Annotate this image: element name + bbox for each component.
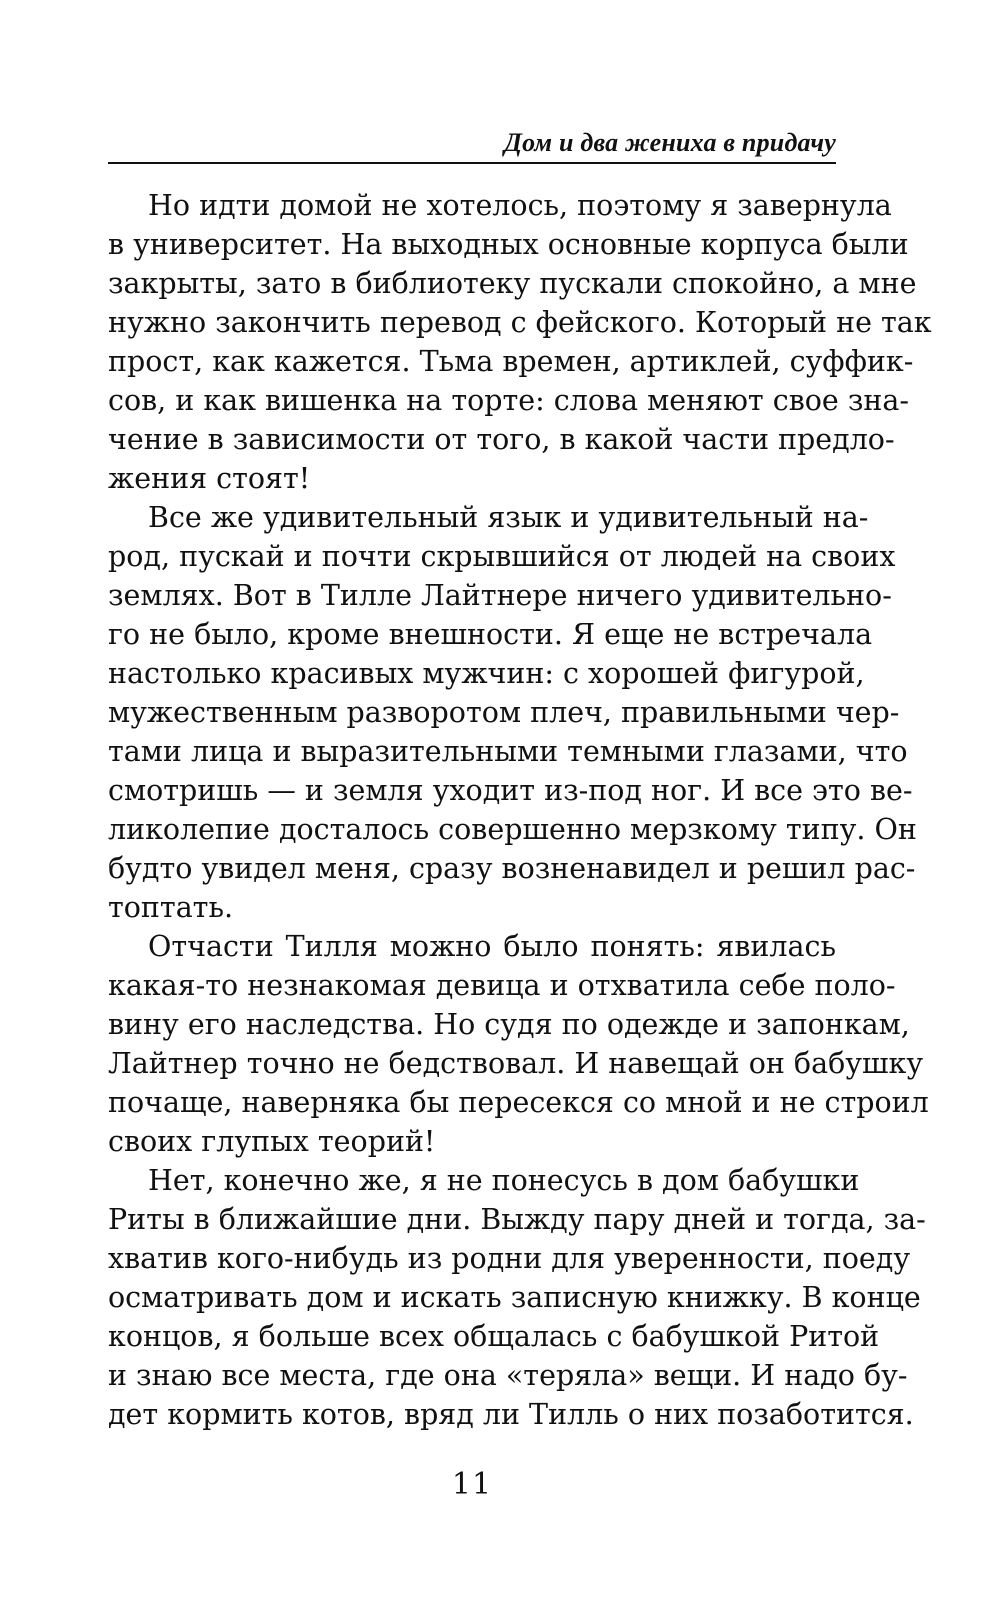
text-line: тами лица и выразительными темными глазами, что — [108, 735, 908, 768]
text-line: топтать. — [108, 891, 234, 924]
paragraph — [108, 498, 917, 927]
text-line: мужественным разворотом плеч, правильными чер- — [108, 696, 900, 729]
text-line: закрыты, зато в библиотеку пускали спокойно, а мне — [108, 267, 917, 300]
text-line: и знаю все места, где она «теряла» вещи. И надо бу- — [108, 1359, 908, 1392]
text-line: сов, и как вишенка на торте: слова меняют свое зна- — [108, 384, 910, 417]
text-line: будто увидел меня, сразу возненавидел и решил рас- — [108, 852, 916, 885]
text-line: жения стоят! — [108, 462, 311, 495]
text-line: хватив кого-нибудь из родни для уверенности, поеду — [108, 1242, 911, 1275]
text-line: концов, я больше всех общалась с бабушкой Ритой — [108, 1320, 880, 1353]
text-line: вину его наследства. Но судя по одежде и запонкам, — [108, 1008, 910, 1041]
text-line: ликолепие досталось совершенно мерзкому типу. Он — [108, 813, 917, 846]
paragraph — [108, 927, 929, 1161]
text-line: Но идти домой не хотелось, поэтому я завернула — [148, 189, 892, 222]
text-line: Риты в ближайшие дни. Выжду пару дней и тогда, за- — [108, 1203, 926, 1236]
header-rule — [108, 162, 836, 164]
text-line: смотришь — и земля уходит из-под ног. И все это ве- — [108, 774, 913, 807]
text-line: Нет, конечно же, я не понесусь в дом бабушки — [148, 1164, 860, 1197]
paragraph — [108, 1161, 926, 1434]
page-number: 11 — [451, 1467, 493, 1502]
text-line: Все же удивительный язык и удивительный на- — [148, 501, 869, 534]
text-line: Лайтнер точно не бедствовал. И навещай он бабушку — [108, 1047, 924, 1080]
text-line: какая-то незнакомая девица и отхватила себе поло- — [108, 969, 896, 1002]
text-line: го не было, кроме внешности. Я еще не встречала — [108, 618, 873, 651]
text-line: землях. Вот в Тилле Лайтнере ничего удивительно- — [108, 579, 892, 612]
text-line: нужно закончить перевод с фейского. Который не так — [108, 306, 932, 339]
paragraph — [108, 186, 932, 498]
running-title: Дом и два жениха в придачу — [504, 128, 836, 157]
text-line: чение в зависимости от того, в какой части предло- — [108, 423, 895, 456]
text-line: род, пускай и почти скрывшийся от людей на своих — [108, 540, 896, 573]
text-line: осматривать дом и искать записную книжку. В конце — [108, 1281, 921, 1314]
text-line: Отчасти Тилля можно было понять: явилась — [148, 930, 836, 963]
text-line: дет кормить котов, вряд ли Тилль о них позаботится. — [108, 1398, 914, 1431]
body-text — [108, 186, 932, 1434]
text-line: в университет. На выходных основные корпуса были — [108, 228, 909, 261]
text-line: своих глупых теорий! — [108, 1125, 436, 1158]
text-line: почаще, наверняка бы пересекся со мной и не строил — [108, 1086, 929, 1119]
text-line: прост, как кажется. Тьма времен, артиклей, суффик- — [108, 345, 914, 378]
text-line: настолько красивых мужчин: с хорошей фигурой, — [108, 657, 865, 690]
